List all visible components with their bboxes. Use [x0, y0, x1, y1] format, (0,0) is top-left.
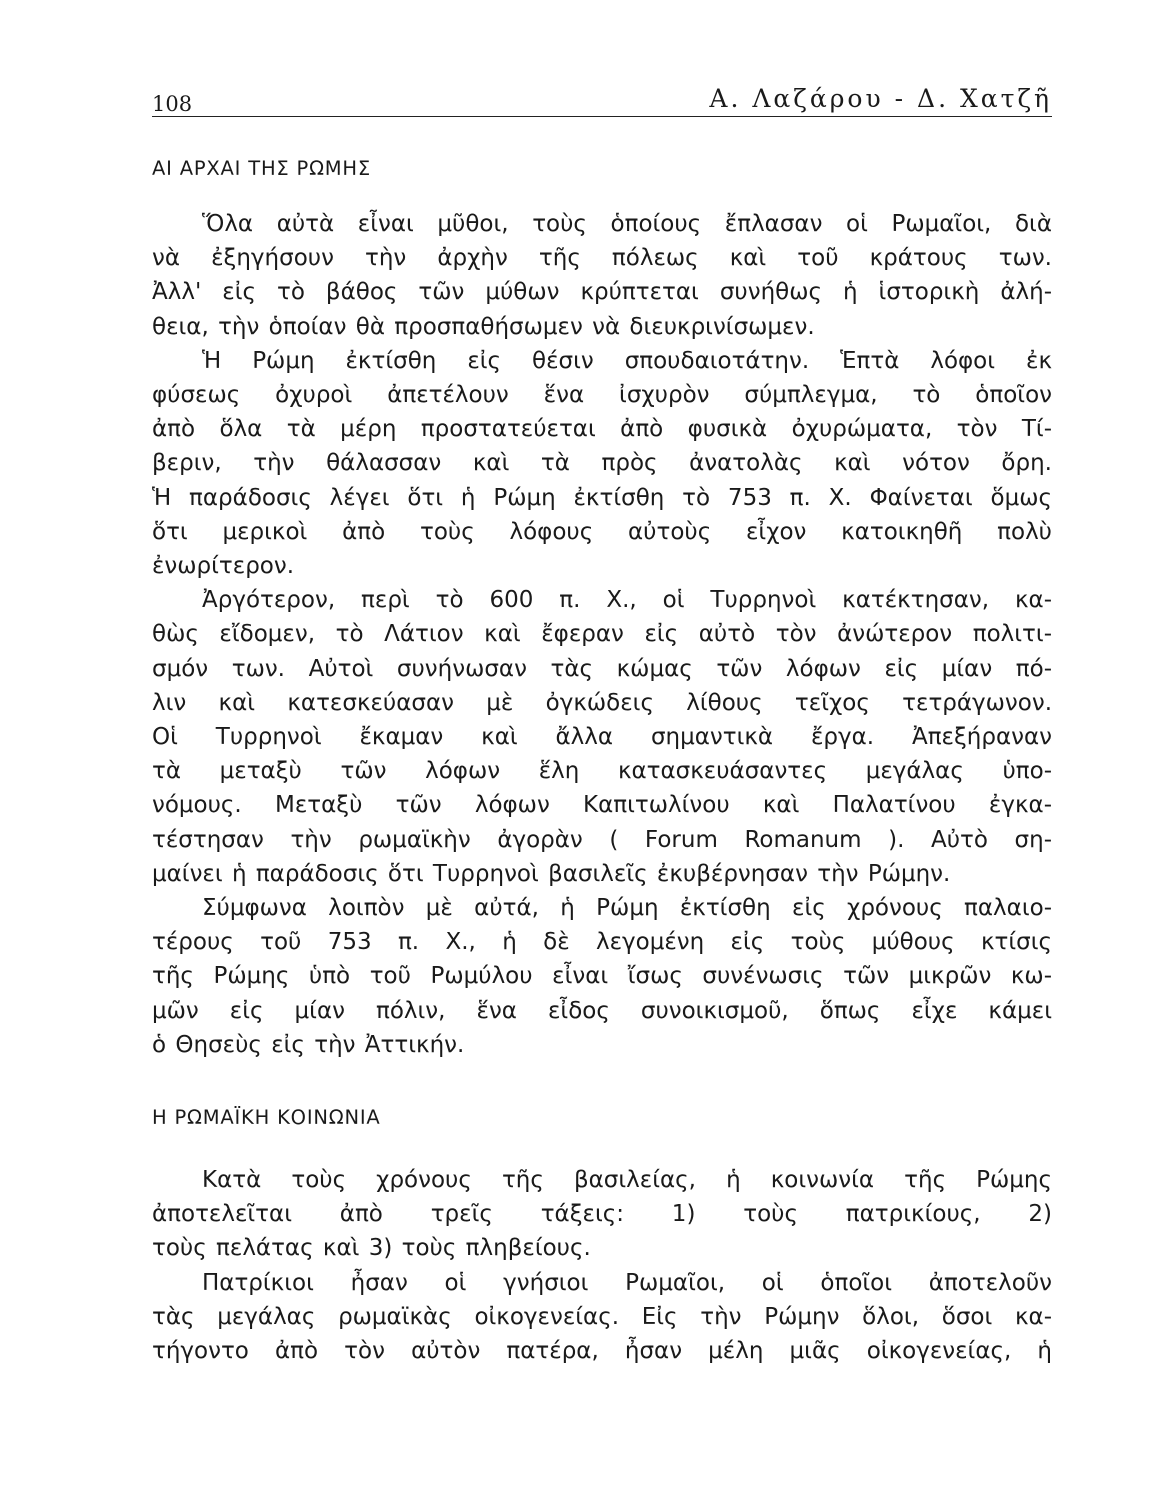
- text-line: Ἀλλ' εἰς τὸ βάθος τῶν μύθων κρύπτεται συνήθως ἡ ἱστορικὴ ἀλή-: [152, 279, 1052, 306]
- text-line: λιν καὶ κατεσκεύασαν μὲ ὀγκώδεις λίθους τεῖχος τετράγωνον.: [152, 689, 1052, 716]
- text-line: ὁ Θησεὺς εἰς τὴν Ἀττικήν.: [152, 1031, 465, 1058]
- text-line: Ὅλα αὐτὰ εἶναι μῦθοι, τοὺς ὁποίους ἔπλασαν οἱ Ρωμαῖοι, διὰ: [202, 211, 1052, 237]
- text-line: βεριν, τὴν θάλασσαν καὶ τὰ πρὸς ἀνατολὰς καὶ νότον ὄρη.: [152, 450, 1052, 477]
- text-line: Ἀργότερον, περὶ τὸ 600 π. Χ., οἱ Τυρρηνοὶ κατέκτησαν, κα-: [202, 587, 1052, 614]
- text-line: μῶν εἰς μίαν πόλιν, ἕνα εἶδος συνοικισμοῦ, ὅπως εἶχε κάμει: [152, 997, 1052, 1024]
- text-line: θὼς εἴδομεν, τὸ Λάτιον καὶ ἔφεραν εἰς αὐτὸ τὸν ἀνώτερον πολιτι-: [152, 621, 1052, 648]
- text-line: τέρους τοῦ 753 π. Χ., ἡ δὲ λεγομένη εἰς τοὺς μύθους κτίσις: [152, 929, 1052, 956]
- text-line: νὰ ἐξηγήσουν τὴν ἀρχὴν τῆς πόλεως καὶ τοῦ κράτους των.: [152, 245, 1052, 272]
- book-page: [152, 70, 1052, 1368]
- text-line: τὰ μεταξὺ τῶν λόφων ἕλη κατασκευάσαντες μεγάλας ὑπο-: [152, 758, 1052, 785]
- text-line: ἀποτελεῖται ἀπὸ τρεῖς τάξεις: 1) τοὺς πατρικίους, 2): [152, 1201, 1052, 1228]
- text-line: ἐνωρίτερον.: [152, 553, 295, 580]
- text-line: Πατρίκιοι ἦσαν οἱ γνήσιοι Ρωμαῖοι, οἱ ὁποῖοι ἀποτελοῦν: [202, 1269, 1052, 1296]
- text-line: ἀπὸ ὅλα τὰ μέρη προστατεύεται ἀπὸ φυσικὰ ὀχυρώματα, τὸν Τί-: [152, 416, 1052, 443]
- text-line: ὅτι μερικοὶ ἀπὸ τοὺς λόφους αὐτοὺς εἶχον κατοικηθῆ πολὺ: [152, 518, 1052, 545]
- text-line: τοὺς πελάτας καὶ 3) τοὺς πληβείους.: [152, 1235, 591, 1262]
- text-line: θεια, τὴν ὁποίαν θὰ προσπαθήσωμεν νὰ διευκρινίσωμεν.: [152, 313, 815, 340]
- section-heading-origins: ΑΙ ΑΡΧΑΙ ΤΗΣ ΡΩΜΗΣ: [152, 157, 371, 180]
- text-line: σμόν των. Αὐτοὶ συνήνωσαν τὰς κώμας τῶν λόφων εἰς μίαν πό-: [152, 655, 1052, 682]
- text-line: τήγοντο ἀπὸ τὸν αὐτὸν πατέρα, ἦσαν μέλη μιᾶς οἰκογενείας, ἡ: [152, 1338, 1052, 1365]
- text-line: Σύμφωνα λοιπὸν μὲ αὐτά, ἡ Ρώμη ἐκτίσθη εἰς χρόνους παλαιο-: [202, 895, 1052, 922]
- text-line: Οἱ Τυρρηνοὶ ἔκαμαν καὶ ἄλλα σημαντικὰ ἔργα. Ἀπεξήραναν: [152, 724, 1052, 751]
- text-line: Κατὰ τοὺς χρόνους τῆς βασιλείας, ἡ κοινωνία τῆς Ρώμης: [202, 1167, 1052, 1194]
- text-line: τὰς μεγάλας ρωμαϊκὰς οἰκογενείας. Εἰς τὴν Ρώμην ὅλοι, ὅσοι κα-: [152, 1303, 1052, 1330]
- text-line: νόμους. Μεταξὺ τῶν λόφων Καπιτωλίνου καὶ Παλατίνου ἐγκα-: [152, 792, 1052, 819]
- running-head: [152, 70, 1052, 117]
- page-number: 108: [152, 92, 193, 116]
- text-line: Ἡ Ρώμη ἐκτίσθη εἰς θέσιν σπουδαιοτάτην. Ἑπτὰ λόφοι ἐκ: [202, 347, 1052, 374]
- paragraph: [152, 1163, 1052, 1266]
- paragraph: [152, 344, 1052, 583]
- text-line: τῆς Ρώμης ὑπὸ τοῦ Ρωμύλου εἶναι ἴσως συνένωσις τῶν μικρῶν κω-: [152, 963, 1052, 990]
- text-line: Ἡ παράδοσις λέγει ὅτι ἡ Ρώμη ἐκτίσθη τὸ 753 π. Χ. Φαίνεται ὅμως: [152, 484, 1052, 511]
- section-heading-society: Η ΡΩΜΑΪΚΗ ΚΟΙΝΩΝΙΑ: [152, 1106, 381, 1130]
- paragraph: [152, 207, 1052, 344]
- text-line: φύσεως ὀχυροὶ ἀπετέλουν ἕνα ἰσχυρὸν σύμπλεγμα, τὸ ὁποῖον: [152, 382, 1052, 409]
- running-author: Α. Λαζάρου - Δ. Χατζῆ: [709, 84, 1052, 113]
- text-line: τέστησαν τὴν ρωμαϊκὴν ἀγορὰν ( Forum Romanum ). Αὐτὸ ση-: [152, 826, 1052, 853]
- paragraph: [152, 583, 1052, 891]
- paragraph: [152, 891, 1052, 1062]
- paragraph: [152, 1266, 1052, 1369]
- text-line: μαίνει ἡ παράδοσις ὅτι Τυρρηνοὶ βασιλεῖς ἐκυβέρνησαν τὴν Ρώμην.: [152, 860, 951, 887]
